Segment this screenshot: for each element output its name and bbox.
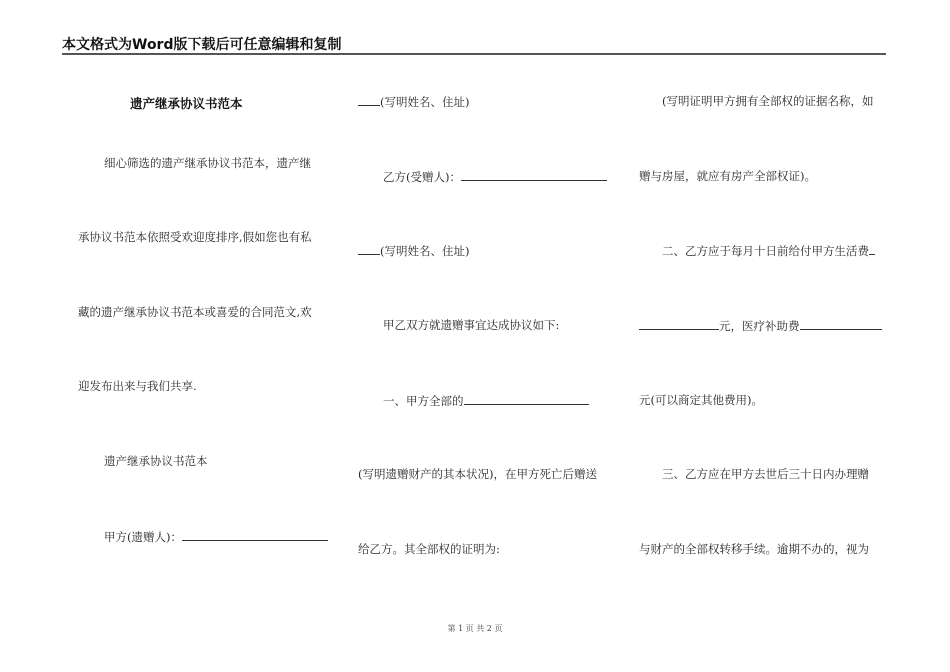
col3-line-7: 与财产的全部权转移手续。逾期不办的，视为	[639, 542, 869, 556]
col1-line-3: 藏的遗产继承协议书范本或喜爱的合同范文,欢	[78, 305, 312, 319]
col1-subtitle: 遗产继承协议书范本	[104, 454, 208, 468]
property-blank	[464, 392, 589, 405]
col3-line-3-text: 二、乙方应于每月十日前给付甲方生活费	[662, 244, 869, 258]
col3-line-4	[639, 317, 882, 334]
living-expense-blank	[639, 317, 719, 330]
name-address-blank-1	[358, 93, 380, 106]
col3-line-2: 赠与房屋，就应有房产全部权证)。	[639, 169, 816, 183]
party-a-label: 甲方(遗赠人)：	[104, 530, 182, 544]
col1-line-2: 承协议书范本依照受欢迎度排序,假如您也有私	[78, 230, 312, 244]
page-number: 第 1 页 共 2 页	[447, 624, 503, 633]
col2-line-1-text: (写明姓名、住址)	[380, 95, 470, 109]
document-header: 本文格式为Word版下载后可任意编辑和复制	[62, 37, 342, 53]
col2-line-4: 甲乙双方就遗赠事宜达成协议如下:	[383, 318, 560, 332]
col1-line-1: 细心筛选的遗产继承协议书范本，遗产继	[104, 156, 311, 170]
medical-subsidy-blank	[800, 317, 882, 330]
living-expense-blank-start	[869, 242, 875, 255]
col2-line-5-text: 一、甲方全部的	[383, 394, 464, 408]
party-b-row	[383, 168, 607, 185]
col3-line-3	[662, 242, 875, 259]
party-b-blank	[461, 168, 607, 181]
party-a-row	[104, 528, 328, 545]
col2-line-5	[383, 392, 589, 409]
col3-line-4-text: 元，医疗补助费	[719, 319, 800, 333]
name-address-blank-2	[358, 242, 380, 255]
party-a-blank	[182, 528, 328, 541]
col2-line-7: 给乙方。其全部权的证明为:	[358, 542, 500, 556]
col3-line-6: 三、乙方应在甲方去世后三十日内办理赠	[662, 467, 869, 481]
col3-line-1: (写明证明甲方拥有全部权的证据名称，如	[662, 94, 874, 108]
col1-line-4: 迎发布出来与我们共享.	[78, 379, 197, 393]
col2-line-3	[358, 242, 469, 259]
document-title: 遗产继承协议书范本	[130, 96, 243, 111]
col3-line-5: 元(可以商定其他费用)。	[639, 393, 763, 407]
header-rule	[62, 53, 886, 55]
party-b-label: 乙方(受赠人)：	[383, 170, 461, 184]
col2-line-1	[358, 93, 469, 110]
col2-line-3-text: (写明姓名、住址)	[380, 244, 470, 258]
col2-line-6: (写明遗赠财产的其本状况)，在甲方死亡后赠送	[358, 467, 597, 481]
